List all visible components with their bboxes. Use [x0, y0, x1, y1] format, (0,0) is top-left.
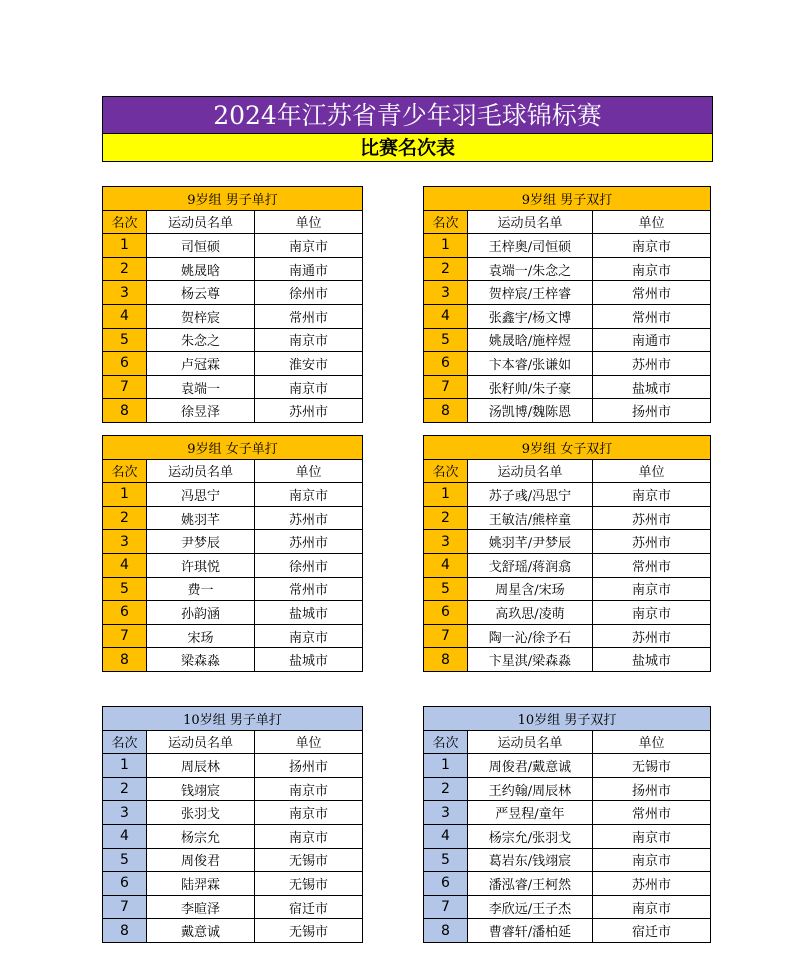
name-cell: 曹睿轩/潘柏延 — [468, 919, 593, 943]
rank-cell: 3 — [424, 530, 468, 554]
column-header-name: 运动员名单 — [147, 459, 255, 483]
table-row — [424, 624, 711, 648]
name-cell: 钱翊宸 — [147, 777, 255, 801]
ranking-table-u10-boys-singles — [102, 706, 363, 943]
table-row — [103, 375, 363, 399]
name-cell: 周俊君/戴意诚 — [468, 754, 593, 778]
name-cell: 朱念之 — [147, 328, 255, 352]
column-header-rank: 名次 — [103, 210, 147, 234]
rank-cell: 7 — [103, 375, 147, 399]
name-cell: 姚羽芊/尹梦辰 — [468, 530, 593, 554]
unit-cell: 无锡市 — [593, 754, 711, 778]
rank-cell: 6 — [103, 601, 147, 625]
name-cell: 冯思宁 — [147, 483, 255, 507]
table-row — [424, 754, 711, 778]
rank-cell: 6 — [424, 601, 468, 625]
rank-cell: 3 — [103, 530, 147, 554]
name-cell: 张羽戈 — [147, 801, 255, 825]
unit-cell: 苏州市 — [593, 352, 711, 376]
table-row — [103, 506, 363, 530]
name-cell: 宋玚 — [147, 624, 255, 648]
unit-cell: 南京市 — [255, 801, 363, 825]
rank-cell: 4 — [424, 824, 468, 848]
ranking-table-u9-girls-singles — [102, 435, 363, 672]
unit-cell: 南京市 — [593, 848, 711, 872]
unit-cell: 南京市 — [255, 328, 363, 352]
rank-cell: 6 — [424, 872, 468, 896]
rank-cell: 2 — [103, 257, 147, 281]
name-cell: 许琪悦 — [147, 553, 255, 577]
column-header-unit: 单位 — [593, 210, 711, 234]
name-cell: 戴意诚 — [147, 919, 255, 943]
name-cell: 陆羿霖 — [147, 872, 255, 896]
name-cell: 梁森淼 — [147, 648, 255, 672]
rank-cell: 1 — [424, 234, 468, 258]
unit-cell: 常州市 — [593, 281, 711, 305]
unit-cell: 无锡市 — [255, 872, 363, 896]
column-header-unit: 单位 — [255, 730, 363, 754]
unit-cell: 盐城市 — [593, 648, 711, 672]
table-row — [103, 919, 363, 943]
rank-cell: 6 — [424, 352, 468, 376]
unit-cell: 南通市 — [593, 328, 711, 352]
column-header-rank: 名次 — [424, 210, 468, 234]
unit-cell: 苏州市 — [593, 624, 711, 648]
name-cell: 姚晟晗/施梓煜 — [468, 328, 593, 352]
table-row — [103, 872, 363, 896]
table-row — [103, 257, 363, 281]
rank-cell: 1 — [103, 483, 147, 507]
table-row — [103, 895, 363, 919]
unit-cell: 宿迁市 — [593, 919, 711, 943]
page-title: 2024年江苏省青少年羽毛球锦标赛 — [102, 96, 713, 134]
name-cell: 王约翰/周辰林 — [468, 777, 593, 801]
unit-cell: 南京市 — [255, 777, 363, 801]
unit-cell: 无锡市 — [255, 919, 363, 943]
rank-cell: 5 — [424, 577, 468, 601]
name-cell: 高玖思/凌萌 — [468, 601, 593, 625]
unit-cell: 盐城市 — [593, 375, 711, 399]
rank-cell: 4 — [424, 553, 468, 577]
name-cell: 尹梦辰 — [147, 530, 255, 554]
rank-cell: 8 — [424, 648, 468, 672]
column-header-name: 运动员名单 — [468, 459, 593, 483]
name-cell: 汤凯博/魏陈恩 — [468, 399, 593, 423]
rank-cell: 2 — [424, 257, 468, 281]
column-header-unit: 单位 — [593, 459, 711, 483]
rank-cell: 6 — [103, 352, 147, 376]
unit-cell: 苏州市 — [255, 506, 363, 530]
column-header-rank: 名次 — [424, 730, 468, 754]
rank-cell: 3 — [103, 281, 147, 305]
name-cell: 严昱程/童年 — [468, 801, 593, 825]
name-cell: 卢冠霖 — [147, 352, 255, 376]
rank-cell: 6 — [103, 872, 147, 896]
name-cell: 周辰林 — [147, 754, 255, 778]
name-cell: 费一 — [147, 577, 255, 601]
rank-cell: 4 — [103, 304, 147, 328]
name-cell: 姚羽芊 — [147, 506, 255, 530]
name-cell: 潘泓睿/王柯然 — [468, 872, 593, 896]
table-row — [424, 304, 711, 328]
rank-cell: 4 — [424, 304, 468, 328]
unit-cell: 南京市 — [255, 234, 363, 258]
table-caption: 9岁组 女子双打 — [424, 436, 711, 460]
name-cell: 葛岩东/钱翊宸 — [468, 848, 593, 872]
name-cell: 贺梓宸 — [147, 304, 255, 328]
unit-cell: 南京市 — [255, 824, 363, 848]
table-row — [424, 553, 711, 577]
table-row — [103, 553, 363, 577]
table-row — [424, 872, 711, 896]
column-header-unit: 单位 — [593, 730, 711, 754]
rank-cell: 3 — [103, 801, 147, 825]
table-row — [103, 801, 363, 825]
unit-cell: 常州市 — [593, 801, 711, 825]
column-header-name: 运动员名单 — [147, 730, 255, 754]
table-row — [103, 824, 363, 848]
rank-cell: 2 — [103, 506, 147, 530]
table-row — [424, 257, 711, 281]
unit-cell: 淮安市 — [255, 352, 363, 376]
name-cell: 徐昱泽 — [147, 399, 255, 423]
unit-cell: 常州市 — [255, 577, 363, 601]
table-row — [424, 506, 711, 530]
table-caption: 10岁组 男子双打 — [424, 707, 711, 731]
table-row — [424, 919, 711, 943]
table-caption: 9岁组 男子双打 — [424, 187, 711, 211]
rank-cell: 8 — [424, 919, 468, 943]
table-row — [103, 304, 363, 328]
unit-cell: 苏州市 — [593, 506, 711, 530]
table-row — [424, 601, 711, 625]
unit-cell: 南京市 — [593, 824, 711, 848]
rank-cell: 8 — [103, 399, 147, 423]
ranking-table-u10-boys-doubles — [423, 706, 711, 943]
table-row — [103, 399, 363, 423]
table-row — [424, 824, 711, 848]
column-header-name: 运动员名单 — [468, 730, 593, 754]
rank-cell: 1 — [103, 234, 147, 258]
rank-cell: 5 — [103, 848, 147, 872]
table-row — [103, 601, 363, 625]
column-header-rank: 名次 — [103, 730, 147, 754]
rank-cell: 5 — [424, 328, 468, 352]
name-cell: 杨云尊 — [147, 281, 255, 305]
table-row — [424, 530, 711, 554]
rank-cell: 8 — [103, 919, 147, 943]
rank-cell: 7 — [424, 624, 468, 648]
unit-cell: 南京市 — [593, 895, 711, 919]
table-row — [103, 234, 363, 258]
rank-cell: 8 — [424, 399, 468, 423]
rank-cell: 5 — [424, 848, 468, 872]
table-row — [103, 848, 363, 872]
unit-cell: 无锡市 — [255, 848, 363, 872]
rank-cell: 2 — [424, 506, 468, 530]
rank-cell: 1 — [424, 754, 468, 778]
table-row — [424, 234, 711, 258]
table-row — [424, 801, 711, 825]
name-cell: 姚晟晗 — [147, 257, 255, 281]
rank-cell: 7 — [103, 895, 147, 919]
unit-cell: 南京市 — [255, 483, 363, 507]
unit-cell: 常州市 — [593, 304, 711, 328]
table-row — [103, 328, 363, 352]
column-header-unit: 单位 — [255, 210, 363, 234]
name-cell: 张籽帅/朱子豪 — [468, 375, 593, 399]
ranking-table-u9-girls-doubles — [423, 435, 711, 672]
rank-cell: 2 — [424, 777, 468, 801]
rank-cell: 3 — [424, 801, 468, 825]
name-cell: 杨宗允/张羽戈 — [468, 824, 593, 848]
unit-cell: 南京市 — [593, 601, 711, 625]
table-row — [103, 483, 363, 507]
unit-cell: 苏州市 — [593, 872, 711, 896]
page-subtitle: 比赛名次表 — [102, 134, 713, 162]
ranking-table-u9-boys-doubles — [423, 186, 711, 423]
rank-cell: 7 — [424, 895, 468, 919]
unit-cell: 南通市 — [255, 257, 363, 281]
unit-cell: 南京市 — [593, 234, 711, 258]
name-cell: 张鑫宇/杨文博 — [468, 304, 593, 328]
name-cell: 苏子彧/冯思宁 — [468, 483, 593, 507]
table-row — [424, 577, 711, 601]
rank-cell: 5 — [103, 577, 147, 601]
table-row — [103, 624, 363, 648]
name-cell: 陶一沁/徐予石 — [468, 624, 593, 648]
ranking-table-u9-boys-singles — [102, 186, 363, 423]
unit-cell: 南京市 — [255, 624, 363, 648]
table-row — [424, 895, 711, 919]
unit-cell: 常州市 — [255, 304, 363, 328]
table-row — [424, 848, 711, 872]
column-header-rank: 名次 — [103, 459, 147, 483]
table-row — [424, 399, 711, 423]
name-cell: 卞本睿/张谦如 — [468, 352, 593, 376]
table-row — [103, 281, 363, 305]
column-header-rank: 名次 — [424, 459, 468, 483]
name-cell: 王梓奥/司恒硕 — [468, 234, 593, 258]
name-cell: 周星含/宋玚 — [468, 577, 593, 601]
table-caption: 9岁组 男子单打 — [103, 187, 363, 211]
unit-cell: 盐城市 — [255, 648, 363, 672]
name-cell: 周俊君 — [147, 848, 255, 872]
name-cell: 戈舒瑶/蒋润翕 — [468, 553, 593, 577]
unit-cell: 南京市 — [593, 483, 711, 507]
unit-cell: 苏州市 — [593, 530, 711, 554]
rank-cell: 8 — [103, 648, 147, 672]
column-header-name: 运动员名单 — [147, 210, 255, 234]
table-row — [424, 648, 711, 672]
unit-cell: 常州市 — [593, 553, 711, 577]
table-row — [424, 777, 711, 801]
name-cell: 孙韵涵 — [147, 601, 255, 625]
rank-cell: 1 — [103, 754, 147, 778]
unit-cell: 扬州市 — [593, 777, 711, 801]
table-row — [103, 352, 363, 376]
unit-cell: 徐州市 — [255, 553, 363, 577]
unit-cell: 苏州市 — [255, 399, 363, 423]
rank-cell: 3 — [424, 281, 468, 305]
name-cell: 王敏洁/熊梓童 — [468, 506, 593, 530]
unit-cell: 宿迁市 — [255, 895, 363, 919]
table-row — [424, 281, 711, 305]
rank-cell: 2 — [103, 777, 147, 801]
rank-cell: 4 — [103, 824, 147, 848]
rank-cell: 5 — [103, 328, 147, 352]
table-row — [424, 375, 711, 399]
table-row — [424, 328, 711, 352]
unit-cell: 徐州市 — [255, 281, 363, 305]
unit-cell: 盐城市 — [255, 601, 363, 625]
name-cell: 卞星淇/梁森淼 — [468, 648, 593, 672]
table-caption: 10岁组 男子单打 — [103, 707, 363, 731]
unit-cell: 南京市 — [593, 257, 711, 281]
name-cell: 袁端一/朱念之 — [468, 257, 593, 281]
table-row — [103, 648, 363, 672]
name-cell: 司恒硕 — [147, 234, 255, 258]
unit-cell: 扬州市 — [255, 754, 363, 778]
name-cell: 李欣远/王子杰 — [468, 895, 593, 919]
table-row — [103, 777, 363, 801]
unit-cell: 南京市 — [593, 577, 711, 601]
unit-cell: 南京市 — [255, 375, 363, 399]
table-row — [424, 352, 711, 376]
unit-cell: 扬州市 — [593, 399, 711, 423]
table-row — [424, 483, 711, 507]
table-row — [103, 577, 363, 601]
name-cell: 袁端一 — [147, 375, 255, 399]
name-cell: 李暄泽 — [147, 895, 255, 919]
table-row — [103, 530, 363, 554]
rank-cell: 7 — [424, 375, 468, 399]
name-cell: 杨宗允 — [147, 824, 255, 848]
table-row — [103, 754, 363, 778]
rank-cell: 7 — [103, 624, 147, 648]
name-cell: 贺梓宸/王梓睿 — [468, 281, 593, 305]
column-header-unit: 单位 — [255, 459, 363, 483]
table-caption: 9岁组 女子单打 — [103, 436, 363, 460]
unit-cell: 苏州市 — [255, 530, 363, 554]
rank-cell: 1 — [424, 483, 468, 507]
rank-cell: 4 — [103, 553, 147, 577]
column-header-name: 运动员名单 — [468, 210, 593, 234]
